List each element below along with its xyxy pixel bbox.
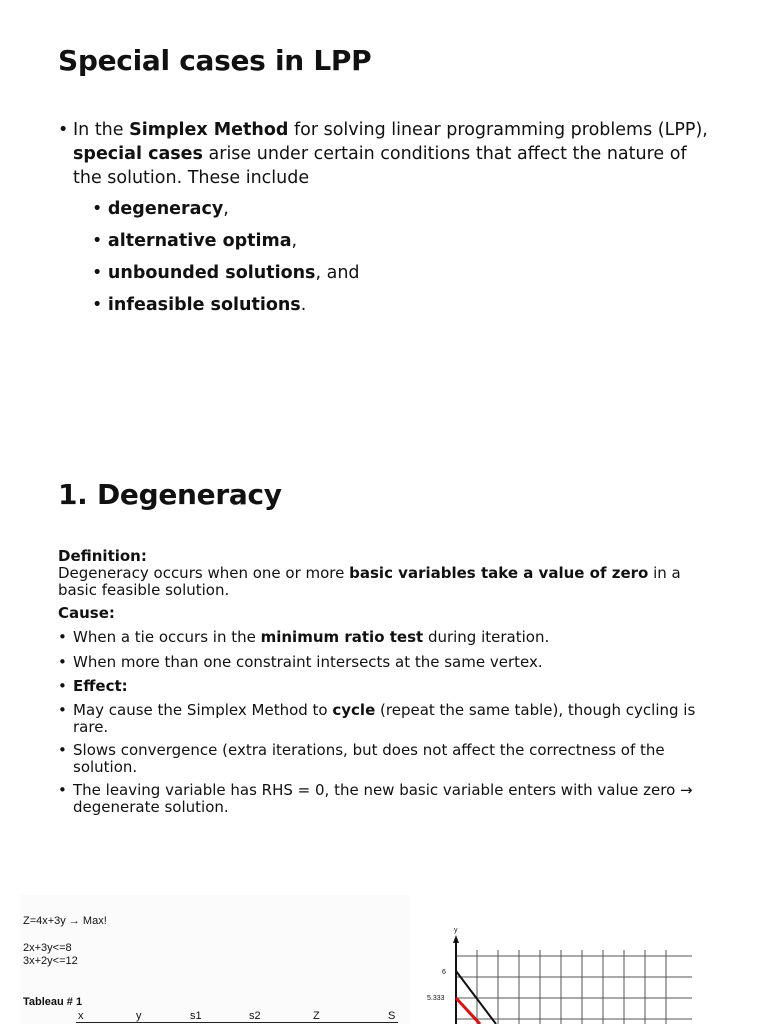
definition-label: Definition: (58, 547, 147, 565)
intro-bold-2: special cases (73, 144, 203, 164)
tableau-col-header: Z (313, 1010, 320, 1022)
item-text: When a tie occurs in the (73, 628, 261, 646)
case-suffix: , (223, 199, 229, 219)
cause-label-text: Cause: (58, 604, 115, 622)
page-title: Special cases in LPP (58, 44, 372, 77)
constraint-line-red (456, 998, 480, 1024)
bullet: • (92, 263, 103, 283)
bullet: • (58, 120, 69, 140)
intro-text-2: for solving linear programming problems (LPP), (288, 120, 708, 140)
list-item (58, 654, 708, 671)
case-label: infeasible solutions (107, 295, 301, 315)
list-item (58, 629, 708, 646)
case-suffix: , and (315, 263, 360, 283)
intro-paragraph (58, 118, 718, 190)
objective-text: Z=4x+3y → Max! (23, 915, 107, 927)
intro-text-3: arise under certain conditions that affect the nature of the solution. These include (73, 144, 687, 188)
bullet: • (58, 677, 67, 695)
y-axis-label: y (454, 927, 458, 934)
case-label: degeneracy (107, 199, 224, 219)
case-item (92, 199, 692, 219)
bullet: • (92, 199, 103, 219)
tableau-col-header: y (136, 1010, 142, 1022)
list-item (58, 678, 708, 695)
item-bold: minimum ratio test (260, 628, 424, 646)
y-axis-arrow (453, 935, 459, 943)
tableau-col-header: s2 (249, 1010, 261, 1022)
bullet: • (58, 628, 67, 646)
bullet: • (58, 653, 67, 671)
item-bold: cycle (332, 701, 376, 719)
lp-problem-figure (20, 895, 410, 1024)
section-heading: 1. Degeneracy (58, 478, 282, 511)
bullet: • (58, 781, 67, 799)
tableau-col-header: S (388, 1010, 396, 1022)
case-label: alternative optima (107, 231, 292, 251)
tableau-label: Tableau # 1 (23, 996, 83, 1008)
item-text: May cause the Simplex Method to (73, 701, 333, 719)
list-item (58, 742, 708, 776)
case-suffix: . (300, 295, 307, 315)
tableau-col-header: s1 (190, 1010, 202, 1022)
item-text: The leaving variable has RHS = 0, the new basic variable enters with value zero → degenerate solution. (73, 781, 693, 816)
list-item (58, 782, 708, 816)
definition-bold: basic variables take a value of zero (349, 564, 649, 582)
bullet: • (92, 295, 103, 315)
graph-svg (420, 895, 710, 1024)
case-label: unbounded solutions (107, 263, 316, 283)
item-text: during iteration. (423, 628, 550, 646)
tableau-col-header: x (78, 1010, 84, 1022)
tick-label-5333: 5.333 (427, 995, 445, 1002)
item-text: (repeat the same table), though cycling is rare. (73, 701, 696, 736)
definition-block (58, 548, 718, 599)
intro-text-1: In the (73, 120, 130, 140)
item-text: Slows convergence (extra iterations, but does not affect the correctness of the solution. (73, 741, 665, 776)
constraint-1: 2x+3y<=8 (23, 942, 72, 954)
tick-label-6: 6 (442, 969, 446, 976)
definition-text-2: in a basic feasible solution. (58, 564, 681, 599)
cause-label (58, 605, 115, 622)
case-suffix: , (291, 231, 298, 251)
item-text: When more than one constraint intersects at the same vertex. (73, 653, 543, 671)
case-item (92, 231, 692, 251)
feasible-region-graph (420, 895, 710, 1024)
tableau-header-rule (76, 1022, 398, 1023)
definition-text-1: Degeneracy occurs when one or more (58, 564, 350, 582)
case-item (92, 263, 692, 283)
list-item (58, 702, 708, 736)
effect-label: Effect: (73, 677, 128, 695)
bullet: • (58, 741, 67, 759)
case-item (92, 295, 692, 315)
grid (456, 950, 692, 1024)
bullet: • (92, 231, 103, 251)
constraint-2: 3x+2y<=12 (23, 955, 78, 967)
bullet: • (58, 701, 67, 719)
intro-bold-1: Simplex Method (129, 120, 289, 140)
